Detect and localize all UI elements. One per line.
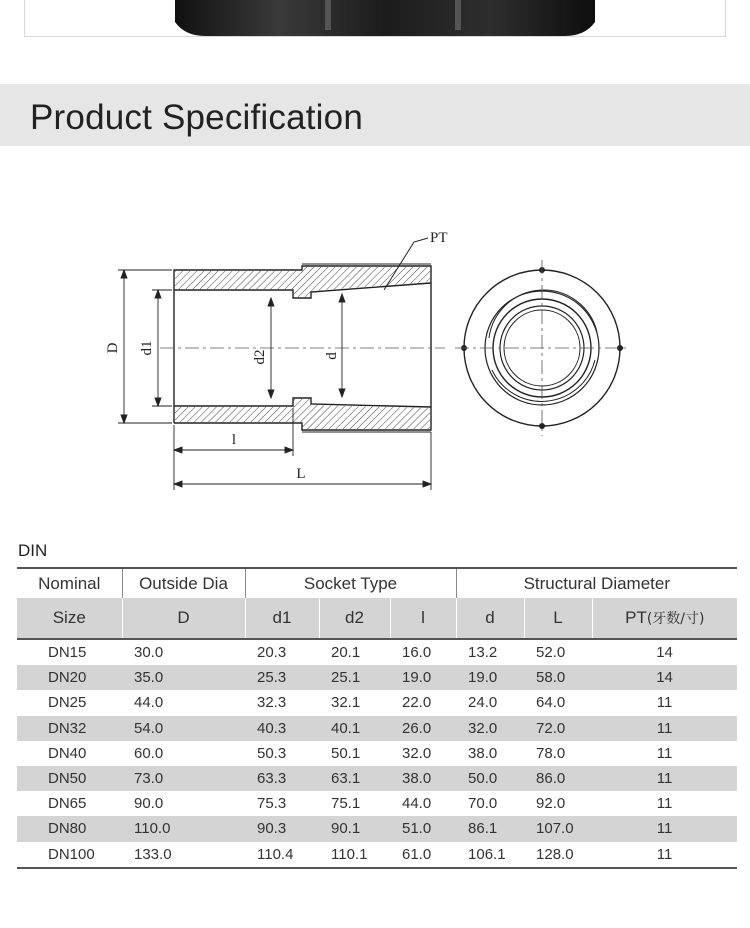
cell-d1: 25.3 [245,665,319,690]
cell-pt: 14 [656,644,673,662]
cell-d2: 40.1 [319,716,390,741]
cell-L: 107.0 [524,816,592,841]
table-row [17,665,737,690]
cell-d: 32.0 [456,716,524,741]
header-structural-diameter: Structural Diameter [456,568,737,598]
label-d: d [324,352,340,360]
technical-drawing [0,220,750,500]
cell-D: 90.0 [134,795,164,813]
cell-d2: 20.1 [331,644,361,662]
label-D: D [105,342,121,354]
header-pt-label: PT [625,608,647,627]
table-row [17,816,737,841]
standard-label: DIN [18,541,48,560]
cell-d1: 32.3 [257,694,287,712]
cell-L: 128.0 [524,842,592,868]
cell-size: DN25 [48,694,87,712]
header-pt-note: (牙数/寸) [646,611,705,627]
product-photo-image [25,0,726,37]
header-L: L [524,598,592,639]
header-d: d [456,598,524,639]
cell-d2: 75.1 [331,795,361,813]
cell-d: 24.0 [468,694,498,712]
cell-D: 44.0 [134,694,164,712]
cell-D: 60.0 [134,744,164,762]
header-l: l [390,598,456,639]
cell-size: DN100 [17,842,122,868]
cell-pt: 11 [656,744,673,762]
cell-D: 35.0 [122,665,245,690]
label-d1: d1 [139,340,155,356]
cell-D: 30.0 [134,644,164,662]
cell-pt: 14 [592,665,737,690]
cell-d2: 90.1 [319,816,390,841]
cell-L: 72.0 [524,716,592,741]
spec-table [17,567,737,869]
header-size: Size [17,598,122,639]
cell-size: DN40 [48,744,87,762]
cell-D: 133.0 [122,842,245,868]
cell-size: DN15 [48,644,87,662]
cell-L: 92.0 [536,795,566,813]
cell-L: 78.0 [536,744,566,762]
cell-l: 51.0 [390,816,456,841]
cell-d1: 90.3 [245,816,319,841]
cell-d: 70.0 [468,795,498,813]
cell-d2: 25.1 [319,665,390,690]
header-socket-type: Socket Type [245,568,456,598]
cell-l: 22.0 [402,694,432,712]
cell-l: 32.0 [402,744,432,762]
cell-l: 44.0 [402,795,432,813]
table-row [17,716,737,741]
cell-size: DN20 [17,665,122,690]
cell-size: DN32 [17,716,122,741]
cell-d1: 20.3 [257,644,287,662]
header-outside-dia: Outside Dia [122,568,245,598]
cell-l: 16.0 [402,644,432,662]
cell-d: 13.2 [468,644,498,662]
cell-pt: 11 [592,716,737,741]
cell-d2: 50.1 [331,744,361,762]
cell-pt: 11 [592,816,737,841]
table-row [17,791,737,816]
cell-d: 38.0 [468,744,498,762]
cell-pt: 11 [656,795,673,813]
table-row [17,639,737,665]
cell-D: 54.0 [122,716,245,741]
cell-L: 58.0 [524,665,592,690]
section-title: Product Specification [30,98,363,137]
header-d2: d2 [319,598,390,639]
label-L: L [296,466,306,482]
table-row [17,766,737,791]
label-d2: d2 [252,349,268,365]
cell-L: 52.0 [536,644,566,662]
cell-d2: 110.1 [319,842,390,868]
table-sub-header [17,598,737,639]
cell-d2: 63.1 [319,766,390,791]
cell-L: 64.0 [536,694,566,712]
cell-l: 19.0 [390,665,456,690]
cell-D: 110.0 [122,816,245,841]
cell-d2: 32.1 [331,694,361,712]
table-row [17,842,737,868]
cell-d: 86.1 [456,816,524,841]
cell-size: DN65 [48,795,87,813]
cell-size: DN50 [17,766,122,791]
header-pt [592,598,737,639]
cell-L: 86.0 [524,766,592,791]
cell-pt: 11 [656,694,673,712]
cell-d1: 63.3 [245,766,319,791]
label-pt: PT [430,230,448,246]
cell-d: 106.1 [456,842,524,868]
table-group-header [17,568,737,598]
product-photo [24,0,726,37]
header-d1: d1 [245,598,319,639]
cell-size: DN80 [17,816,122,841]
cell-l: 38.0 [390,766,456,791]
cell-d: 50.0 [456,766,524,791]
cell-D: 73.0 [122,766,245,791]
cell-pt: 11 [592,766,737,791]
cell-d1: 40.3 [245,716,319,741]
cell-d1: 110.4 [245,842,319,868]
cell-l: 26.0 [390,716,456,741]
cell-pt: 11 [592,842,737,868]
cell-d: 19.0 [456,665,524,690]
header-D: D [122,598,245,639]
cell-l: 61.0 [390,842,456,868]
table-row [17,690,737,715]
table-row [17,741,737,766]
header-nominal: Nominal [17,568,122,598]
cell-d1: 75.3 [257,795,287,813]
label-l: l [231,432,237,448]
cell-d1: 50.3 [257,744,287,762]
